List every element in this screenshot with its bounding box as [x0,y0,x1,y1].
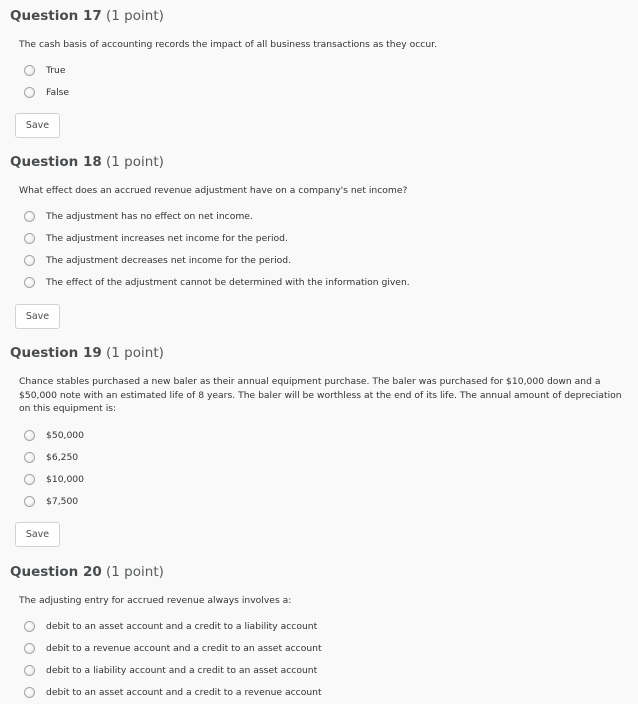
option-label[interactable]: The adjustment increases net income for the period. [46,232,288,244]
answer-option[interactable] [24,471,84,487]
question-text: Chance stables purchased a new baler as their annual equipment purchase. The baler was purchased for $10,000 down and a $50,000 note with an estimated life of 8 years. The baler will be worthless at the end of its life. The annual amount of depreciation on this equipment is: [19,376,622,414]
question-points: (1 point) [106,154,164,170]
option-label[interactable]: The effect of the adjustment cannot be determined with the information given. [46,276,410,288]
save-button[interactable]: Save [15,522,60,547]
answer-option[interactable] [24,274,410,290]
radio-button[interactable] [24,87,35,98]
question-points: (1 point) [106,345,164,361]
question-points: (1 point) [106,8,164,24]
radio-button[interactable] [24,643,35,654]
save-button[interactable]: Save [15,113,60,138]
radio-button[interactable] [24,430,35,441]
answer-option[interactable] [24,252,291,268]
question-text: The adjusting entry for accrued revenue always involves a: [19,595,292,606]
answer-option[interactable] [24,662,317,678]
answer-option[interactable] [24,684,322,700]
question-points: (1 point) [106,564,164,580]
option-label[interactable]: $50,000 [46,429,84,441]
radio-button[interactable] [24,621,35,632]
option-label[interactable]: debit to a revenue account and a credit to an asset account [46,642,322,654]
question-header [10,345,164,361]
question-text: What effect does an accrued revenue adjustment have on a company's net income? [19,185,408,196]
radio-button[interactable] [24,687,35,698]
question-number: Question 17 [10,8,102,24]
option-label[interactable]: $10,000 [46,473,84,485]
question-number: Question 18 [10,154,102,170]
option-label[interactable]: debit to an asset account and a credit to a liability account [46,620,318,632]
answer-option[interactable] [24,449,78,465]
answer-option[interactable] [24,493,78,509]
radio-button[interactable] [24,65,35,76]
question-number: Question 19 [10,345,102,361]
question-text: The cash basis of accounting records the impact of all business transactions as they occur. [19,39,437,50]
answer-option[interactable] [24,427,84,443]
answer-option[interactable] [24,208,253,224]
radio-button[interactable] [24,233,35,244]
radio-button[interactable] [24,496,35,507]
question-header [10,8,164,24]
option-label[interactable]: $7,500 [46,495,79,507]
option-label[interactable]: debit to an asset account and a credit to a revenue account [46,686,322,698]
option-label[interactable]: True [46,64,66,76]
radio-button[interactable] [24,474,35,485]
save-button[interactable]: Save [15,304,60,329]
answer-option[interactable] [24,230,288,246]
question-header [10,154,164,170]
radio-button[interactable] [24,452,35,463]
answer-option[interactable] [24,84,69,100]
question-number: Question 20 [10,564,102,580]
answer-option[interactable] [24,62,66,78]
option-label[interactable]: The adjustment decreases net income for the period. [46,254,292,266]
question-header [10,564,164,580]
option-label[interactable]: $6,250 [46,451,79,463]
radio-button[interactable] [24,255,35,266]
option-label[interactable]: debit to a liability account and a credit to an asset account [46,664,318,676]
answer-option[interactable] [24,640,322,656]
option-label[interactable]: The adjustment has no effect on net income. [46,210,253,222]
radio-button[interactable] [24,665,35,676]
option-label[interactable]: False [46,86,70,98]
radio-button[interactable] [24,277,35,288]
radio-button[interactable] [24,211,35,222]
answer-option[interactable] [24,618,317,634]
